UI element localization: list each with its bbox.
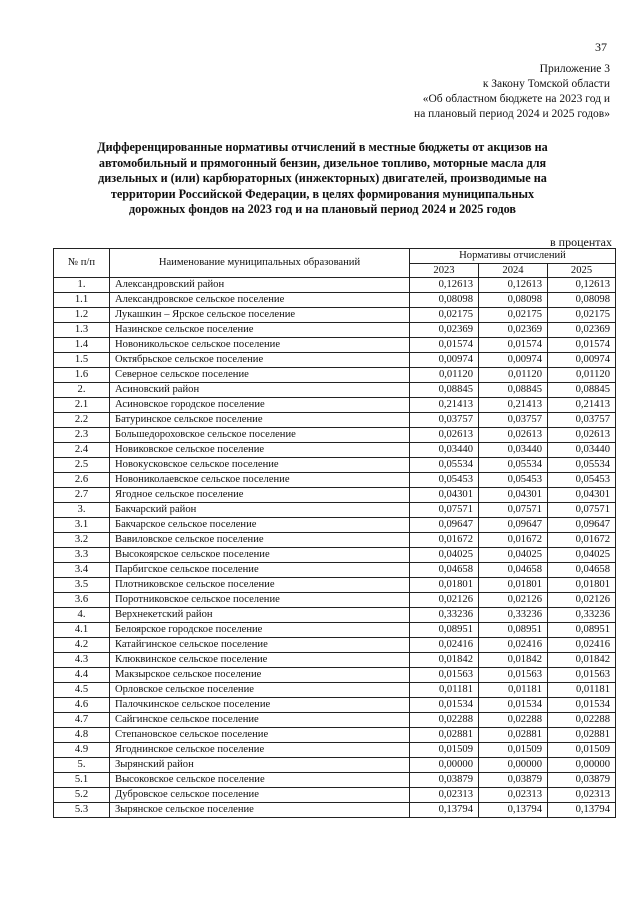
table-row xyxy=(54,548,616,563)
table-row xyxy=(54,473,616,488)
row-num: 4.6 xyxy=(54,698,110,713)
row-name: Палочкинское сельское поселение xyxy=(110,698,410,713)
document-title xyxy=(30,140,615,218)
table-row xyxy=(54,503,616,518)
table-row xyxy=(54,608,616,623)
row-value-2025: 0,02126 xyxy=(548,593,616,608)
header-num: № п/п xyxy=(54,249,110,278)
table-row xyxy=(54,443,616,458)
table-row xyxy=(54,638,616,653)
row-num: 2.2 xyxy=(54,413,110,428)
table-row xyxy=(54,398,616,413)
row-value-2024: 0,02313 xyxy=(479,788,548,803)
row-num: 2.4 xyxy=(54,443,110,458)
row-value-2025: 0,01509 xyxy=(548,743,616,758)
row-num: 3.1 xyxy=(54,518,110,533)
row-value-2024: 0,21413 xyxy=(479,398,548,413)
row-name: Бакчарское сельское поселение xyxy=(110,518,410,533)
row-num: 1. xyxy=(54,278,110,293)
table-row xyxy=(54,413,616,428)
row-value-2025: 0,08951 xyxy=(548,623,616,638)
row-value-2023: 0,33236 xyxy=(410,608,479,623)
row-value-2023: 0,21413 xyxy=(410,398,479,413)
row-value-2025: 0,01181 xyxy=(548,683,616,698)
units-label: в процентах xyxy=(550,235,612,249)
row-value-2025: 0,21413 xyxy=(548,398,616,413)
table-row xyxy=(54,533,616,548)
row-name: Верхнекетский район xyxy=(110,608,410,623)
row-name: Поротниковское сельское поселение xyxy=(110,593,410,608)
row-name: Асиновское городское поселение xyxy=(110,398,410,413)
table-row xyxy=(54,788,616,803)
row-num: 1.6 xyxy=(54,368,110,383)
row-name: Вавиловское сельское поселение xyxy=(110,533,410,548)
row-value-2023: 0,00974 xyxy=(410,353,479,368)
row-name: Катайгинское сельское поселение xyxy=(110,638,410,653)
row-value-2025: 0,08098 xyxy=(548,293,616,308)
row-name: Плотниковское сельское поселение xyxy=(110,578,410,593)
row-value-2024: 0,08098 xyxy=(479,293,548,308)
row-value-2024: 0,00974 xyxy=(479,353,548,368)
row-num: 4.1 xyxy=(54,623,110,638)
table-row xyxy=(54,683,616,698)
header-norms: Нормативы отчислений xyxy=(410,249,616,264)
row-name: Дубровское сельское поселение xyxy=(110,788,410,803)
row-value-2023: 0,02175 xyxy=(410,308,479,323)
row-num: 1.4 xyxy=(54,338,110,353)
row-value-2025: 0,04301 xyxy=(548,488,616,503)
row-value-2023: 0,09647 xyxy=(410,518,479,533)
table-row xyxy=(54,308,616,323)
row-name: Новокусковское сельское поселение xyxy=(110,458,410,473)
row-value-2024: 0,01181 xyxy=(479,683,548,698)
table-row xyxy=(54,728,616,743)
row-value-2025: 0,33236 xyxy=(548,608,616,623)
table-header xyxy=(54,249,616,278)
row-name: Орловское сельское поселение xyxy=(110,683,410,698)
row-num: 4. xyxy=(54,608,110,623)
row-value-2023: 0,01801 xyxy=(410,578,479,593)
row-value-2023: 0,02126 xyxy=(410,593,479,608)
header-year-2024: 2024 xyxy=(479,264,548,278)
row-value-2023: 0,08098 xyxy=(410,293,479,308)
row-value-2023: 0,01842 xyxy=(410,653,479,668)
row-num: 3.3 xyxy=(54,548,110,563)
row-value-2024: 0,07571 xyxy=(479,503,548,518)
row-value-2025: 0,02175 xyxy=(548,308,616,323)
row-value-2025: 0,01563 xyxy=(548,668,616,683)
row-value-2025: 0,02416 xyxy=(548,638,616,653)
row-value-2025: 0,02613 xyxy=(548,428,616,443)
row-value-2024: 0,02881 xyxy=(479,728,548,743)
row-name: Александровский район xyxy=(110,278,410,293)
row-num: 5.1 xyxy=(54,773,110,788)
table-row xyxy=(54,428,616,443)
row-value-2025: 0,07571 xyxy=(548,503,616,518)
row-value-2023: 0,08951 xyxy=(410,623,479,638)
row-value-2025: 0,12613 xyxy=(548,278,616,293)
row-value-2024: 0,33236 xyxy=(479,608,548,623)
row-name: Александровское сельское поселение xyxy=(110,293,410,308)
row-num: 4.3 xyxy=(54,653,110,668)
title-line: территории Российской Федерации, в целях формирования муниципальных xyxy=(110,186,535,201)
row-num: 2.1 xyxy=(54,398,110,413)
row-value-2024: 0,01672 xyxy=(479,533,548,548)
row-value-2024: 0,08951 xyxy=(479,623,548,638)
row-num: 4.5 xyxy=(54,683,110,698)
row-value-2024: 0,12613 xyxy=(479,278,548,293)
row-num: 5. xyxy=(54,758,110,773)
row-value-2025: 0,09647 xyxy=(548,518,616,533)
row-value-2023: 0,12613 xyxy=(410,278,479,293)
row-name: Клюквинское сельское поселение xyxy=(110,653,410,668)
row-name: Асиновский район xyxy=(110,383,410,398)
table-row xyxy=(54,278,616,293)
title-line: дорожных фондов на 2023 год и на плановый период 2024 и 2025 годов xyxy=(128,202,517,216)
row-value-2024: 0,09647 xyxy=(479,518,548,533)
row-value-2023: 0,01534 xyxy=(410,698,479,713)
row-num: 3.6 xyxy=(54,593,110,608)
row-name: Октябрьское сельское поселение xyxy=(110,353,410,368)
row-value-2023: 0,03440 xyxy=(410,443,479,458)
table-row xyxy=(54,563,616,578)
table-row xyxy=(54,368,616,383)
row-value-2023: 0,02313 xyxy=(410,788,479,803)
row-value-2025: 0,05534 xyxy=(548,458,616,473)
title-line: автомобильный и прямогонный бензин, дизельное топливо, моторные масла для xyxy=(98,155,547,170)
row-value-2024: 0,02126 xyxy=(479,593,548,608)
row-value-2024: 0,03879 xyxy=(479,773,548,788)
row-value-2025: 0,03440 xyxy=(548,443,616,458)
row-num: 1.1 xyxy=(54,293,110,308)
row-num: 2.3 xyxy=(54,428,110,443)
row-num: 3.2 xyxy=(54,533,110,548)
row-value-2025: 0,08845 xyxy=(548,383,616,398)
row-name: Белоярское городское поселение xyxy=(110,623,410,638)
row-value-2024: 0,01563 xyxy=(479,668,548,683)
row-value-2024: 0,02416 xyxy=(479,638,548,653)
row-value-2025: 0,01574 xyxy=(548,338,616,353)
row-value-2024: 0,08845 xyxy=(479,383,548,398)
row-value-2025: 0,01672 xyxy=(548,533,616,548)
row-name: Назинское сельское поселение xyxy=(110,323,410,338)
row-value-2023: 0,04025 xyxy=(410,548,479,563)
row-value-2023: 0,01574 xyxy=(410,338,479,353)
row-name: Новиковское сельское поселение xyxy=(110,443,410,458)
row-name: Лукашкин – Ярское сельское поселение xyxy=(110,308,410,323)
row-value-2025: 0,04025 xyxy=(548,548,616,563)
table-row xyxy=(54,293,616,308)
row-num: 2.6 xyxy=(54,473,110,488)
table-row xyxy=(54,668,616,683)
row-num: 2.7 xyxy=(54,488,110,503)
table-body xyxy=(54,278,616,818)
table-row xyxy=(54,578,616,593)
row-value-2023: 0,02369 xyxy=(410,323,479,338)
row-value-2023: 0,01563 xyxy=(410,668,479,683)
row-value-2024: 0,03440 xyxy=(479,443,548,458)
row-name: Высокоярское сельское поселение xyxy=(110,548,410,563)
row-value-2025: 0,02369 xyxy=(548,323,616,338)
row-value-2024: 0,01120 xyxy=(479,368,548,383)
annex-line: Приложение 3 xyxy=(539,63,610,75)
row-name: Ягоднинское сельское поселение xyxy=(110,743,410,758)
annex-block xyxy=(414,62,610,122)
row-value-2024: 0,02175 xyxy=(479,308,548,323)
row-num: 1.2 xyxy=(54,308,110,323)
row-value-2025: 0,01842 xyxy=(548,653,616,668)
row-value-2024: 0,04025 xyxy=(479,548,548,563)
annex-line: на плановый период 2024 и 2025 годов» xyxy=(414,108,610,120)
row-num: 4.9 xyxy=(54,743,110,758)
row-value-2025: 0,03879 xyxy=(548,773,616,788)
row-name: Большедороховское сельское поселение xyxy=(110,428,410,443)
header-year-2025: 2025 xyxy=(548,264,616,278)
row-num: 2.5 xyxy=(54,458,110,473)
row-value-2024: 0,02288 xyxy=(479,713,548,728)
row-value-2025: 0,04658 xyxy=(548,563,616,578)
annex-line: к Закону Томской области xyxy=(482,78,610,90)
row-value-2024: 0,00000 xyxy=(479,758,548,773)
row-value-2025: 0,02881 xyxy=(548,728,616,743)
row-name: Северное сельское поселение xyxy=(110,368,410,383)
norms-table xyxy=(53,248,616,818)
row-name: Новоникольское сельское поселение xyxy=(110,338,410,353)
table-row xyxy=(54,698,616,713)
table-row xyxy=(54,773,616,788)
row-value-2024: 0,05453 xyxy=(479,473,548,488)
row-value-2023: 0,08845 xyxy=(410,383,479,398)
row-value-2023: 0,00000 xyxy=(410,758,479,773)
row-name: Бакчарский район xyxy=(110,503,410,518)
table-row xyxy=(54,518,616,533)
table-row xyxy=(54,713,616,728)
row-value-2024: 0,01574 xyxy=(479,338,548,353)
table-row xyxy=(54,743,616,758)
row-value-2023: 0,03757 xyxy=(410,413,479,428)
row-num: 4.8 xyxy=(54,728,110,743)
table-row xyxy=(54,353,616,368)
row-name: Сайгинское сельское поселение xyxy=(110,713,410,728)
row-num: 1.3 xyxy=(54,323,110,338)
row-value-2023: 0,02416 xyxy=(410,638,479,653)
row-num: 4.2 xyxy=(54,638,110,653)
row-value-2023: 0,05534 xyxy=(410,458,479,473)
row-value-2024: 0,01509 xyxy=(479,743,548,758)
row-value-2024: 0,02369 xyxy=(479,323,548,338)
row-value-2025: 0,00974 xyxy=(548,353,616,368)
title-line: Дифференцированные нормативы отчислений в местные бюджеты от акцизов на xyxy=(97,140,548,154)
row-value-2023: 0,13794 xyxy=(410,803,479,818)
row-value-2023: 0,04658 xyxy=(410,563,479,578)
row-value-2024: 0,01801 xyxy=(479,578,548,593)
row-value-2024: 0,03757 xyxy=(479,413,548,428)
row-value-2024: 0,05534 xyxy=(479,458,548,473)
row-value-2025: 0,03757 xyxy=(548,413,616,428)
row-num: 4.4 xyxy=(54,668,110,683)
row-value-2024: 0,01534 xyxy=(479,698,548,713)
row-value-2024: 0,01842 xyxy=(479,653,548,668)
table-row xyxy=(54,653,616,668)
header-year-2023: 2023 xyxy=(410,264,479,278)
row-value-2025: 0,13794 xyxy=(548,803,616,818)
row-name: Зырянский район xyxy=(110,758,410,773)
row-name: Макзырское сельское поселение xyxy=(110,668,410,683)
row-num: 5.3 xyxy=(54,803,110,818)
row-name: Ягодное сельское поселение xyxy=(110,488,410,503)
row-value-2024: 0,04658 xyxy=(479,563,548,578)
row-name: Высоковское сельское поселение xyxy=(110,773,410,788)
table-row xyxy=(54,758,616,773)
table-row xyxy=(54,338,616,353)
row-value-2025: 0,05453 xyxy=(548,473,616,488)
row-num: 3. xyxy=(54,503,110,518)
table-row xyxy=(54,458,616,473)
row-name: Зырянское сельское поселение xyxy=(110,803,410,818)
title-line: дизельных и (или) карбюраторных (инжекторных) двигателей, производимые на xyxy=(98,171,547,185)
row-value-2023: 0,02881 xyxy=(410,728,479,743)
table-row xyxy=(54,623,616,638)
row-value-2023: 0,01672 xyxy=(410,533,479,548)
row-value-2024: 0,02613 xyxy=(479,428,548,443)
row-num: 4.7 xyxy=(54,713,110,728)
row-value-2024: 0,04301 xyxy=(479,488,548,503)
row-value-2025: 0,00000 xyxy=(548,758,616,773)
table-row xyxy=(54,383,616,398)
row-value-2025: 0,01120 xyxy=(548,368,616,383)
row-value-2023: 0,01120 xyxy=(410,368,479,383)
row-num: 2. xyxy=(54,383,110,398)
header-name: Наименование муниципальных образований xyxy=(110,249,410,278)
row-value-2025: 0,02288 xyxy=(548,713,616,728)
row-num: 3.4 xyxy=(54,563,110,578)
row-value-2025: 0,01801 xyxy=(548,578,616,593)
row-num: 3.5 xyxy=(54,578,110,593)
row-value-2025: 0,02313 xyxy=(548,788,616,803)
annex-line: «Об областном бюджете на 2023 год и xyxy=(422,93,610,105)
row-name: Степановское сельское поселение xyxy=(110,728,410,743)
row-value-2023: 0,07571 xyxy=(410,503,479,518)
row-num: 1.5 xyxy=(54,353,110,368)
row-value-2023: 0,01509 xyxy=(410,743,479,758)
row-value-2023: 0,04301 xyxy=(410,488,479,503)
row-value-2023: 0,02288 xyxy=(410,713,479,728)
row-name: Батуринское сельское поселение xyxy=(110,413,410,428)
row-value-2025: 0,01534 xyxy=(548,698,616,713)
page-number: 37 xyxy=(595,40,607,54)
row-value-2023: 0,01181 xyxy=(410,683,479,698)
table-row xyxy=(54,593,616,608)
row-num: 5.2 xyxy=(54,788,110,803)
row-name: Парбигское сельское поселение xyxy=(110,563,410,578)
table-row xyxy=(54,488,616,503)
row-value-2023: 0,03879 xyxy=(410,773,479,788)
row-value-2023: 0,05453 xyxy=(410,473,479,488)
row-value-2024: 0,13794 xyxy=(479,803,548,818)
row-name: Новониколаевское сельское поселение xyxy=(110,473,410,488)
table-row xyxy=(54,803,616,818)
row-value-2023: 0,02613 xyxy=(410,428,479,443)
table-row xyxy=(54,323,616,338)
